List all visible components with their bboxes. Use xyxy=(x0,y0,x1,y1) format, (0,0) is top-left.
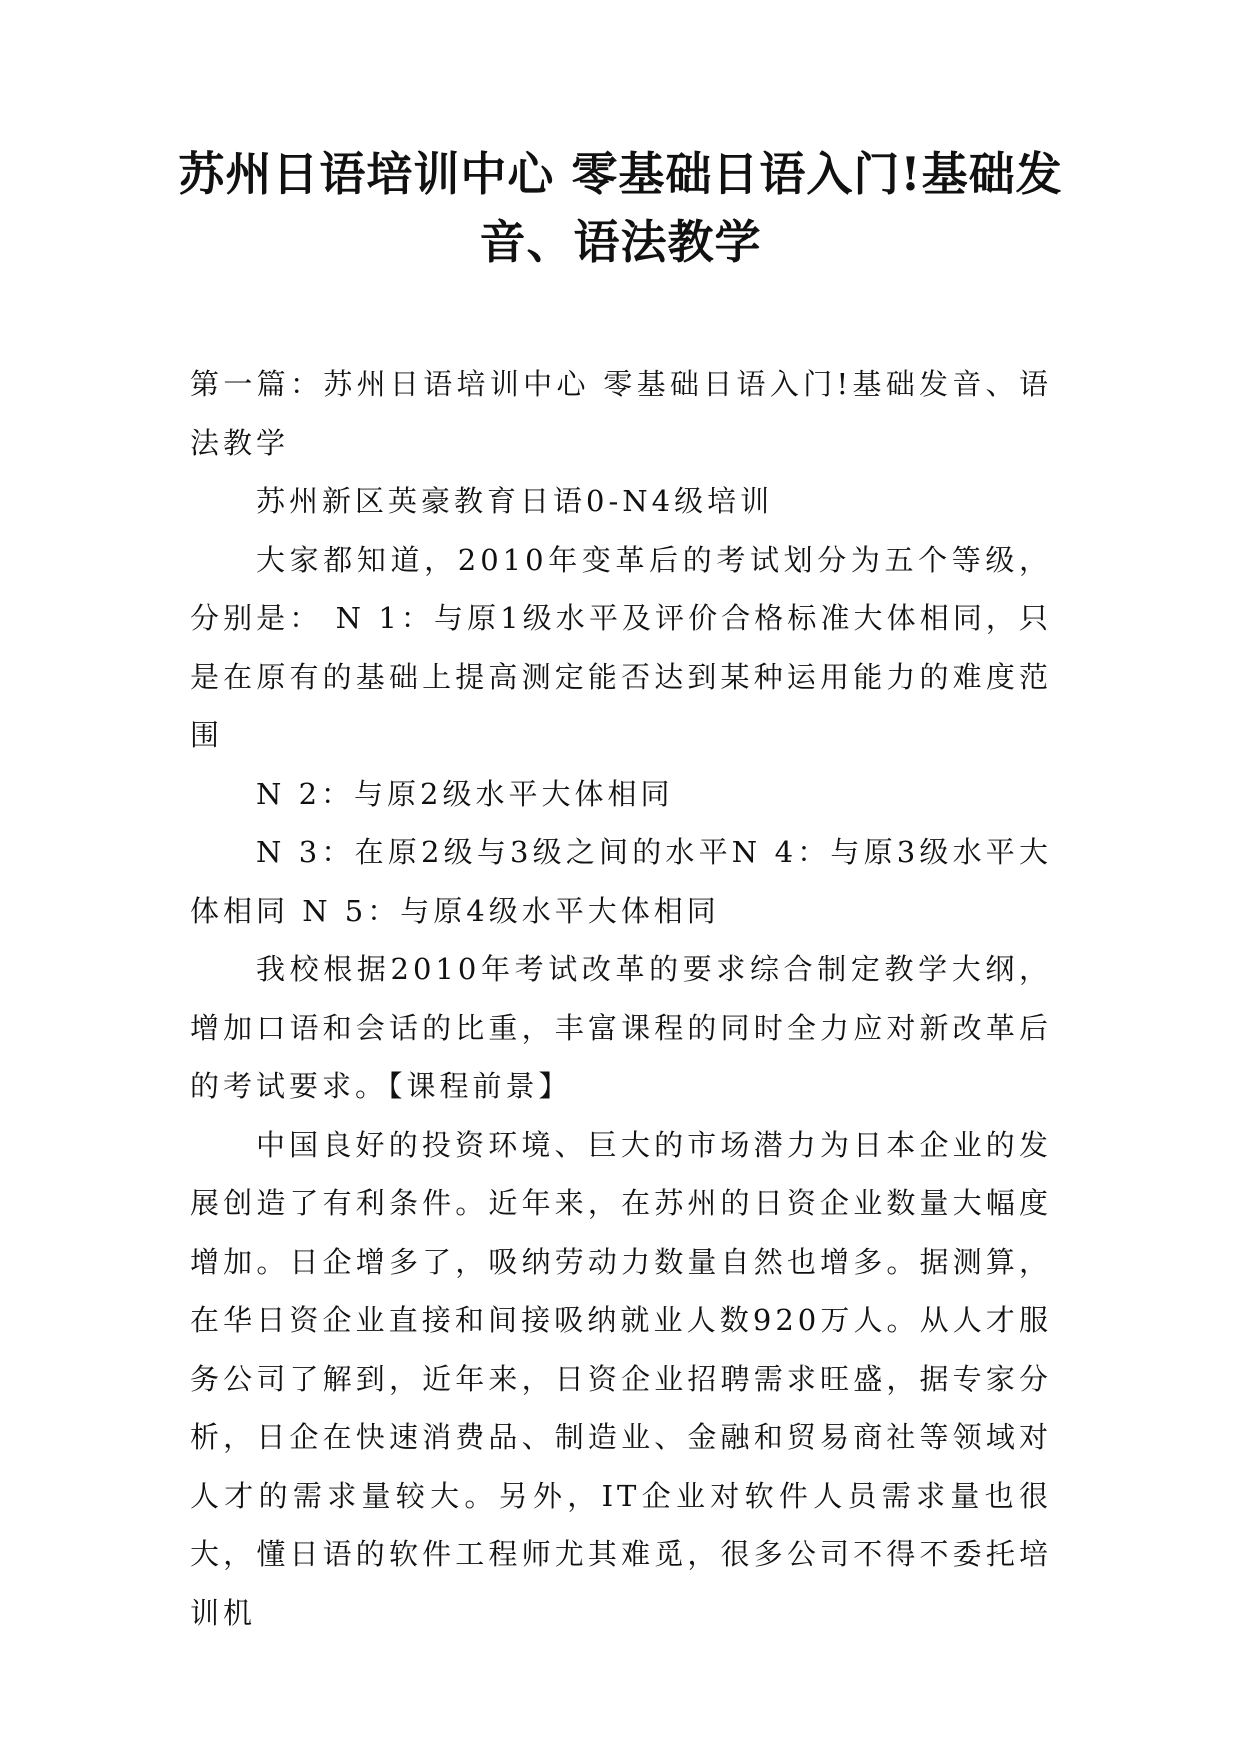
document-title: 苏州日语培训中心 零基础日语入门!基础发音、语法教学 xyxy=(178,147,1063,269)
paragraph-syllabus: 我校根据2010年考试改革的要求综合制定教学大纲，增加口语和会话的比重，丰富课程的同时全力应对新改革后的考试要求。【课程前景】 xyxy=(190,952,1052,1103)
paragraph-section-heading: 第一篇：苏州日语培训中心 零基础日语入门!基础发音、语法教学 xyxy=(190,367,1052,460)
paragraph-course-prospects: 中国良好的投资环境、巨大的市场潜力为日本企业的发展创造了有利条件。近年来，在苏州的日资企业数量大幅度增加。日企增多了，吸纳劳动力数量自然也增多。据测算，在华日资企业直接和间接吸纳就业人数920万人。从人才服务公司了解到，近年来，日资企业招聘需求旺盛，据专家分析，日企在快速消费品、制造业、金融和贸易商社等领域对人才的需求量较大。另外，IT企业对软件人员需求量也很大，懂日语的软件工程师尤其难觅，很多公司不得不委托培训机 xyxy=(190,1127,1052,1630)
paragraph-course-name: 苏州新区英豪教育日语0-N4级培训 xyxy=(256,484,774,518)
paragraph-level-n2: N 2：与原2级水平大体相同 xyxy=(256,776,674,811)
paragraph-exam-levels-intro: 大家都知道，2010年变革后的考试划分为五个等级，分别是： N 1：与原1级水平及评价合格标准大体相同，只是在原有的基础上提高测定能否达到某种运用能力的难度范围 xyxy=(190,542,1052,752)
paragraph-levels-n3-n5: N 3：在原2级与3级之间的水平N 4：与原3级水平大体相同 N 5：与原4级水平大体相同 xyxy=(190,835,1052,928)
document-body xyxy=(190,355,1052,1642)
